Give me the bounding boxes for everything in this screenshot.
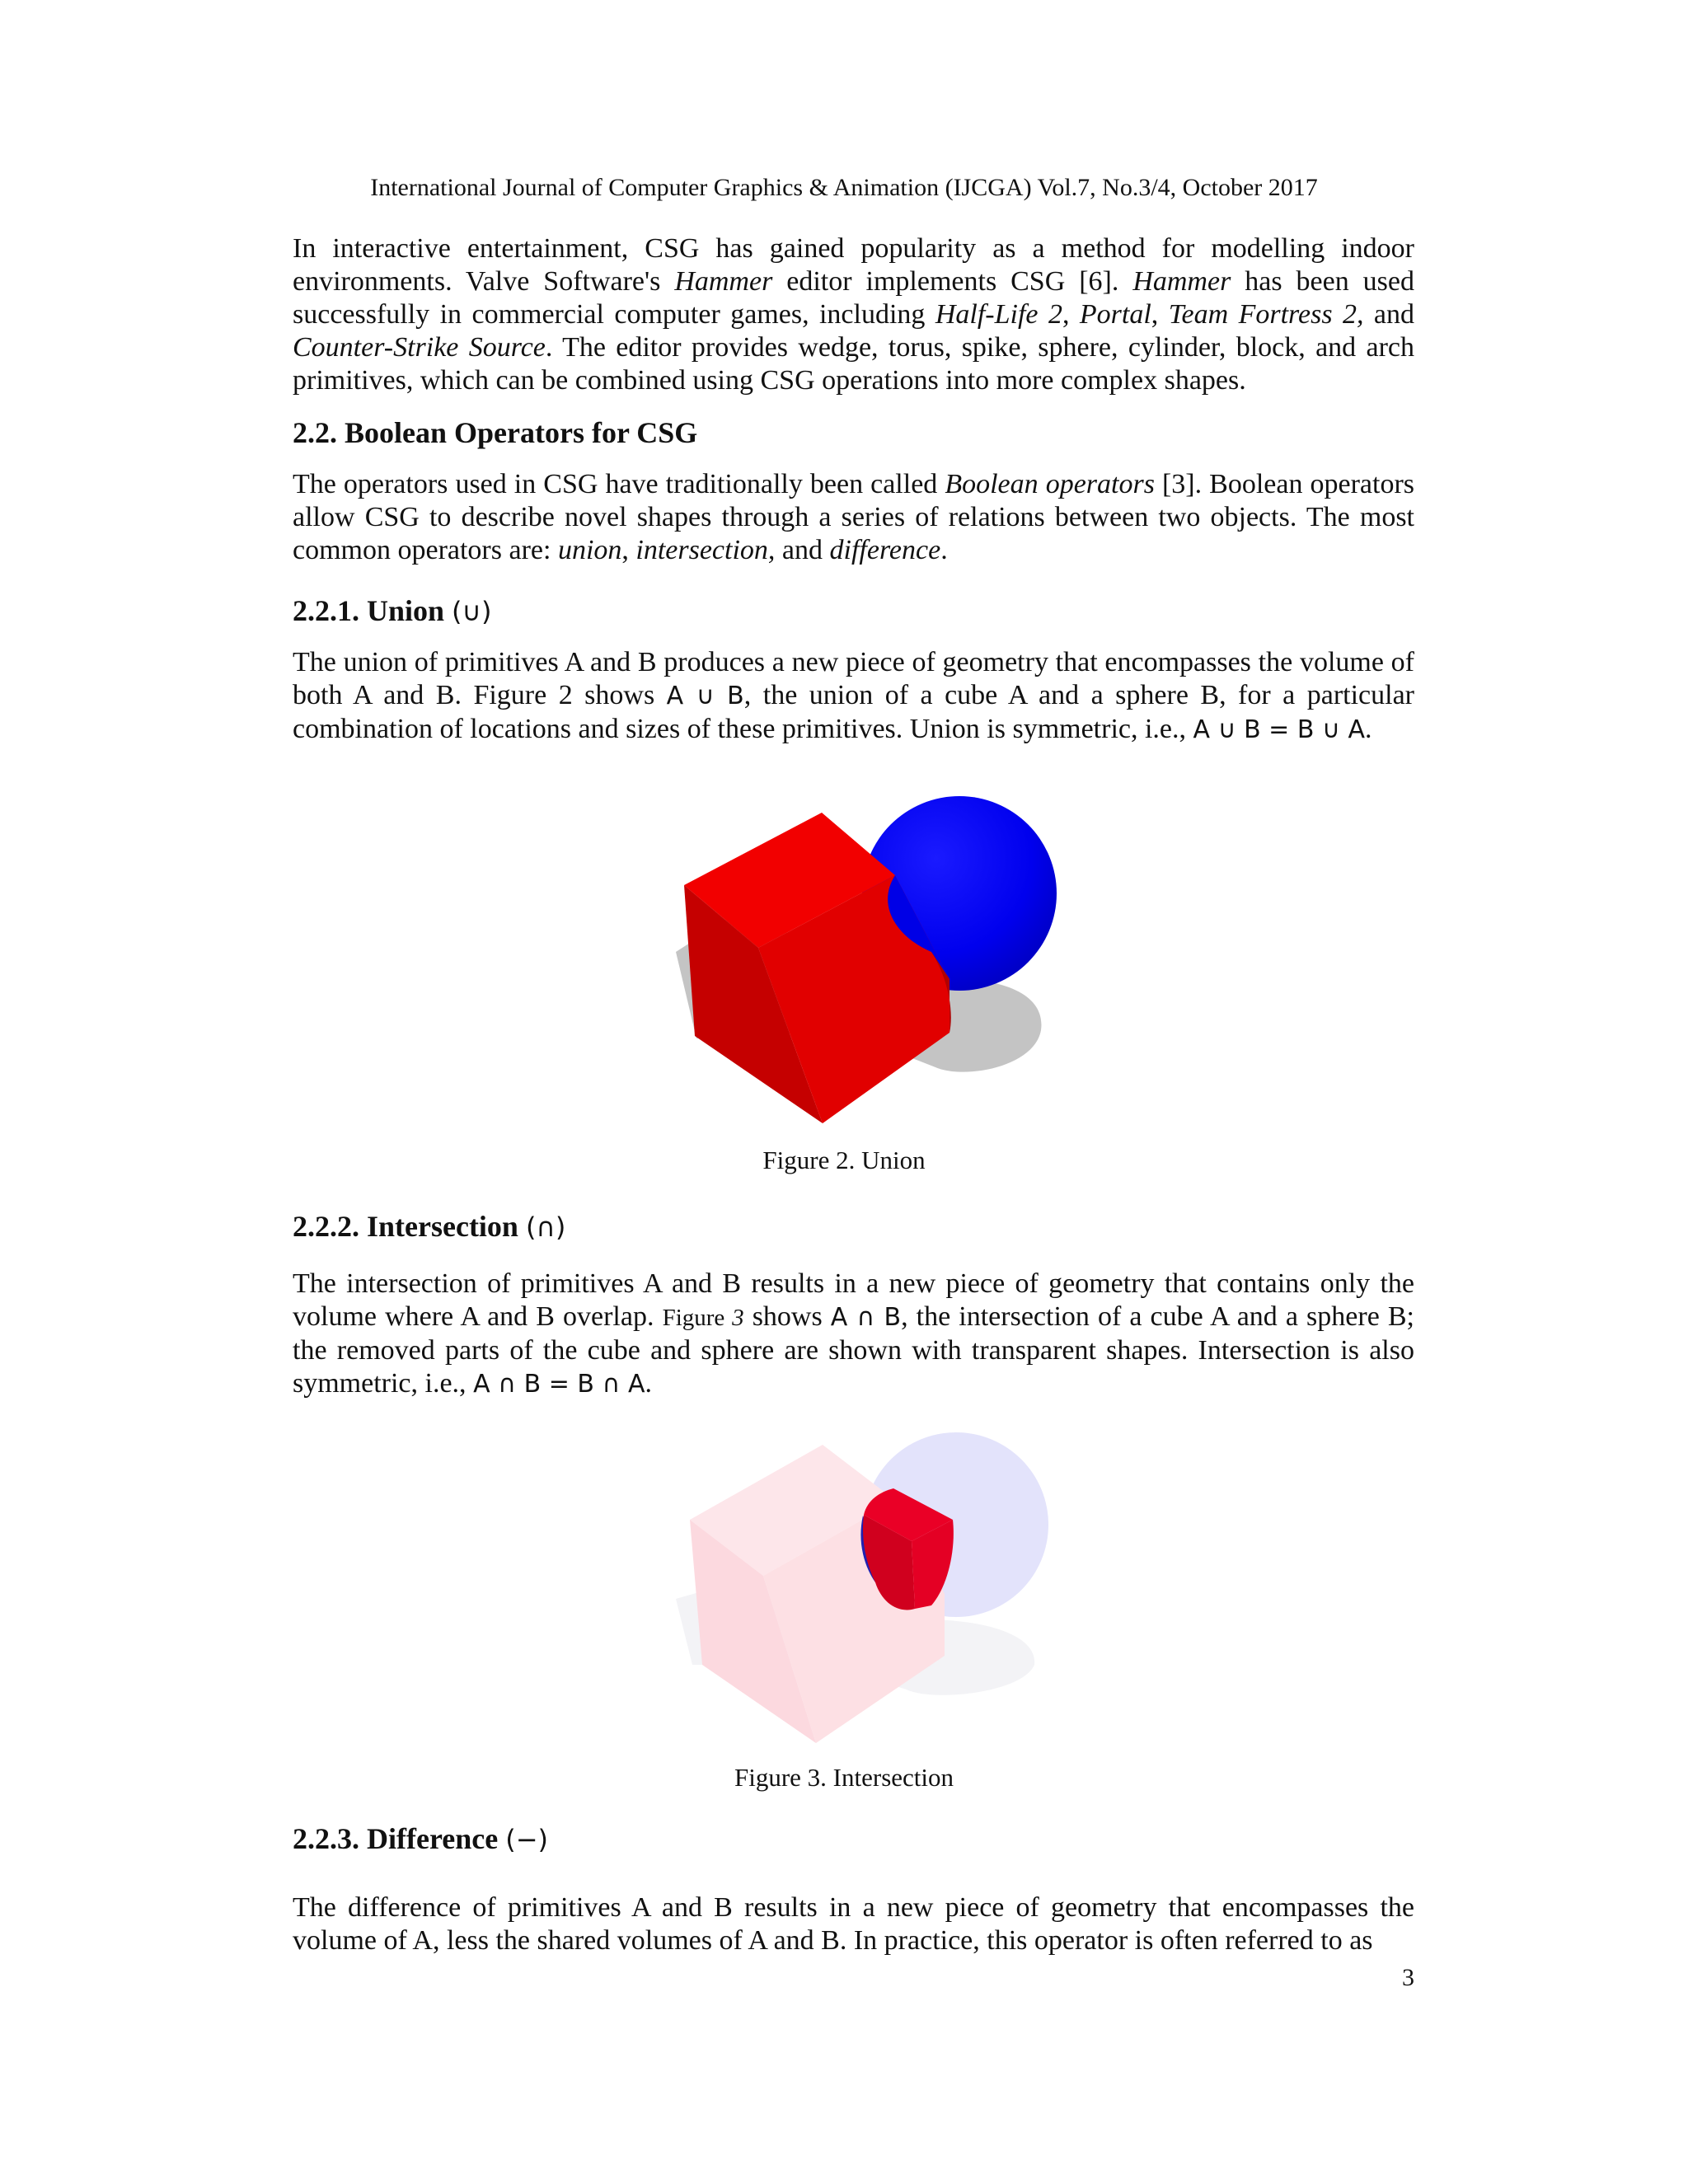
boolean-operators-paragraph — [293, 468, 1414, 567]
section-heading-boolean-operators: 2.2. Boolean Operators for CSG — [293, 416, 698, 449]
term-union: union — [557, 535, 622, 565]
union-symbol: (∪) — [452, 596, 492, 627]
intro-text: editor implements CSG [6]. — [772, 266, 1133, 297]
body-text: The intersection of primitives A and B results in a new piece of geometry that contains only the volume where A and B overlap. — [293, 1268, 1414, 1332]
intro-text: In interactive entertainment, CSG has gained popularity as a method for modelling indoor environments. Valve Software's — [293, 233, 1414, 297]
body-text: , the union of a cube A and a sphere B, for a particular combination of locations and sizes of these primitives. Union is symmetric, i.e., — [293, 680, 1414, 744]
heading-text: 2.2.2. Intersection — [293, 1210, 526, 1243]
figure-reference-number: 3 — [732, 1305, 744, 1331]
game-title: Counter-Strike Source — [293, 332, 546, 363]
figure-3-caption: Figure 3. Intersection — [734, 1763, 954, 1792]
body-text: shows — [743, 1301, 831, 1332]
body-text: . — [940, 535, 948, 565]
term-intersection: intersection, — [635, 535, 776, 565]
term-boolean-operators: Boolean operators — [945, 469, 1155, 499]
section-heading-union — [293, 593, 491, 630]
body-text: The union of primitives A and B produces a new piece of geometry that encompasses the volume of both A and B. Figure 2 shows — [293, 647, 1414, 710]
figure-union-render — [659, 783, 1071, 1129]
body-text: , the intersection of a cube A and a sphere B; the removed parts of the cube and sphere are shown with transparent shapes. Intersection is also symmetric, i.e., — [293, 1301, 1414, 1399]
figure-intersection-render — [659, 1418, 1071, 1747]
heading-text: 2.2.3. Difference — [293, 1822, 506, 1855]
game-title: Portal — [1079, 299, 1151, 330]
game-title: Half-Life 2 — [935, 299, 1062, 330]
math-expression: A ∪ B — [666, 682, 744, 710]
body-text: The operators used in CSG have traditionally been called — [293, 469, 945, 499]
term-difference: difference — [829, 535, 941, 565]
intersection-paragraph — [293, 1268, 1414, 1401]
math-expression: A ∩ B — [830, 1303, 902, 1332]
section-heading-difference — [293, 1821, 548, 1858]
running-header: International Journal of Computer Graphics & Animation (IJCGA) Vol.7, No.3/4, October 2017 — [370, 174, 1318, 201]
intro-text: has been used successfully in commercial computer games, including — [293, 266, 1414, 330]
intro-paragraph — [293, 232, 1414, 397]
game-title: Team Fortress 2, — [1168, 299, 1364, 330]
separator: , — [621, 535, 636, 565]
page-number: 3 — [1402, 1964, 1414, 1991]
separator: , — [1062, 299, 1080, 330]
figure-reference: Figure — [662, 1305, 733, 1331]
difference-symbol: (−) — [505, 1824, 549, 1855]
math-expression: A ∩ B = B ∩ A — [473, 1370, 645, 1399]
body-text: . — [1365, 714, 1372, 744]
figure-2-caption: Figure 2. Union — [762, 1146, 926, 1174]
body-text: . — [645, 1368, 653, 1399]
math-expression: A ∪ B = B ∪ A — [1193, 715, 1365, 744]
intersection-symbol: (∩) — [525, 1212, 566, 1243]
union-paragraph — [293, 646, 1414, 747]
body-text: [3]. Boolean operators allow CSG to describe novel shapes through a series of relations between two objects. The most common operators are: — [293, 469, 1414, 565]
hammer-term: Hammer — [1132, 266, 1231, 297]
section-heading-intersection — [293, 1208, 565, 1245]
intro-text: . The editor provides wedge, torus, spike, sphere, cylinder, block, and arch primitives, which can be combined using CSG operations into more complex shapes. — [293, 332, 1414, 396]
heading-text: 2.2.1. Union — [293, 594, 452, 627]
separator: and — [1363, 299, 1415, 330]
separator: and — [775, 535, 830, 565]
difference-paragraph: The difference of primitives A and B results in a new piece of geometry that encompasses the volume of A, less the shared volumes of A and B. In practice, this operator is often referred to as — [293, 1892, 1414, 1956]
hammer-term: Hammer — [674, 266, 773, 297]
separator: , — [1151, 299, 1169, 330]
